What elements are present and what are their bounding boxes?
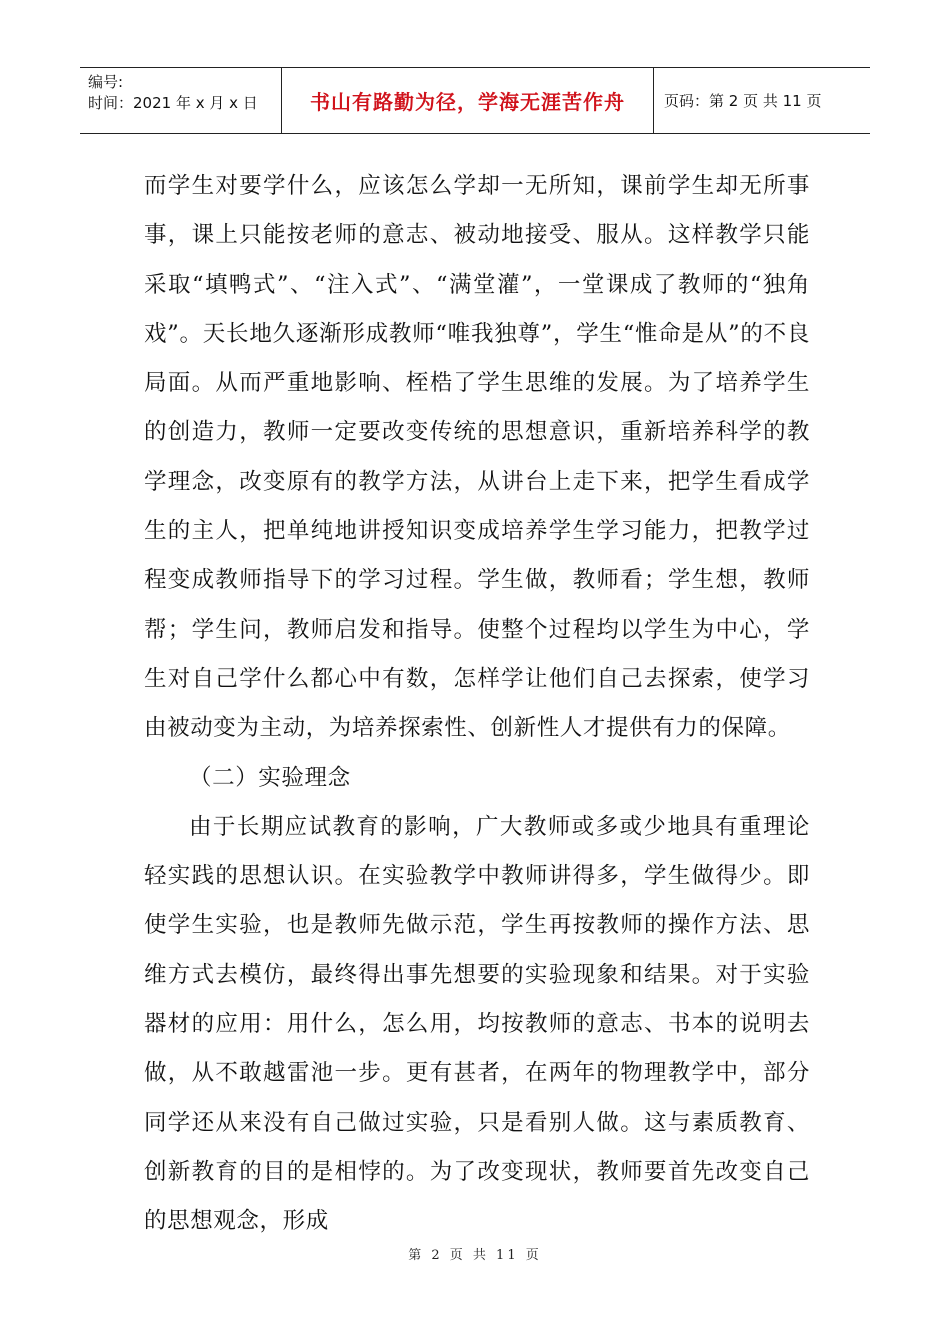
header-meta-cell [80, 68, 282, 133]
document-header [80, 67, 870, 134]
document-date-label: 时间：2021 年 x 月 x 日 [88, 94, 258, 112]
body-paragraph: 而学生对要学什么，应该怎么学却一无所知，课前学生却无所事事，课上只能按老师的意志、被动地接受、服从。这样教学只能采取“填鸭式”、“注入式”、“满堂灌”，一堂课成了教师的“独角戏”。天长地久逐渐形成教师“唯我独尊”，学生“惟命是从”的不良局面。从而严重地影响、桎梏了学生思维的发展。为了培养学生的创造力，教师一定要改变传统的思想意识，重新培养科学的教学理念，改变原有的教学方法，从讲台上走下来，把学生看成学生的主人，把单纯地讲授知识变成培养学生学习能力，把教学过程变成教师指导下的学习过程。学生做，教师看；学生想，教师帮；学生问，教师启发和指导。使整个过程均以学生为中心，学生对自己学什么都心中有数，怎样学让他们自己去探索，使学习由被动变为主动，为培养探索性、创新性人才提供有力的保障。 [144, 173, 810, 742]
document-body [144, 162, 810, 1247]
document-number-label: 编号: [88, 73, 124, 91]
section-heading: （二）实验理念 [189, 764, 351, 791]
header-motto: 书山有路勤为径，学海无涯苦作舟 [282, 68, 654, 133]
body-paragraph: 由于长期应试教育的影响，广大教师或多或少地具有重理论轻实践的思想认识。在实验教学中教师讲得多，学生做得少。即使学生实验，也是教师先做示范，学生再按教师的操作方法、思维方式去模仿，最终得出事先想要的实验现象和结果。对于实验器材的应用：用什么，怎么用，均按教师的意志、书本的说明去做，从不敢越雷池一步。更有甚者，在两年的物理教学中，部分同学还从来没有自己做过实验，只是看别人做。这与素质教育、创新教育的目的是相悖的。为了改变现状，教师要首先改变自己的思想观念，形成 [144, 813, 810, 1235]
page-footer: 第 2 页 共 11 页 [408, 1248, 542, 1263]
header-page-info: 页码：第 2 页 共 11 页 [664, 92, 822, 110]
